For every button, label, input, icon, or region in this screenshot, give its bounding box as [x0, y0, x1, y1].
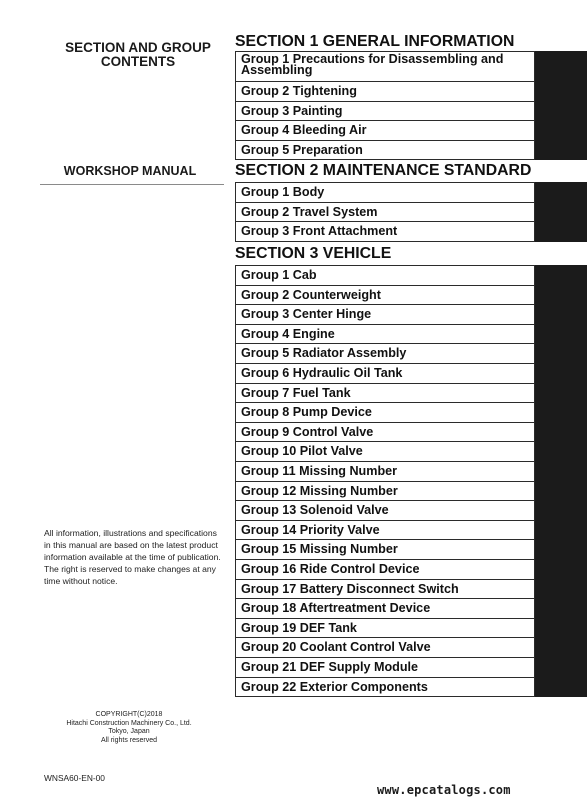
- section-heading: SECTION 3 VEHICLE: [235, 245, 392, 262]
- thumb-index-tab: [535, 441, 587, 462]
- group-label: Group 3 Front Attachment: [241, 224, 398, 239]
- thumb-index-tab: [535, 677, 587, 698]
- contents-title: SECTION AND GROUP CONTENTS: [65, 40, 211, 69]
- group-label: Group 13 Solenoid Valve: [241, 503, 389, 518]
- thumb-index-tab: [535, 383, 587, 404]
- copyright-line: COPYRIGHT(C)2018: [95, 711, 163, 718]
- group-label: Group 5 Preparation: [241, 142, 363, 157]
- group-label: Group 6 Hydraulic Oil Tank: [241, 366, 403, 380]
- group-row[interactable]: [235, 182, 535, 203]
- group-row[interactable]: [235, 265, 535, 286]
- thumb-index-tab: [535, 101, 587, 122]
- group-row[interactable]: [235, 481, 535, 502]
- document-code: WNSA60-EN-00: [44, 773, 105, 783]
- thumb-index-tab: [535, 202, 587, 223]
- thumb-index-tab: [535, 221, 587, 242]
- group-row[interactable]: [235, 324, 535, 345]
- thumb-index-tab: [535, 182, 587, 203]
- group-label: Group 2 Travel System: [241, 204, 378, 219]
- group-label: Group 8 Pump Device: [241, 405, 372, 420]
- thumb-index-tab: [535, 285, 587, 306]
- thumb-index-tab: [535, 324, 587, 345]
- group-row[interactable]: [235, 383, 535, 404]
- group-label: Group 22 Exterior Components: [241, 679, 428, 694]
- divider-rule: [40, 184, 224, 185]
- group-row[interactable]: [235, 677, 535, 698]
- group-label: Group 1 Precautions for Disassembling and Assembling: [241, 52, 504, 77]
- section-heading: SECTION 2 MAINTENANCE STANDARD: [235, 162, 532, 179]
- thumb-index-tab: [535, 579, 587, 600]
- group-row[interactable]: [235, 221, 535, 242]
- thumb-index-tab: [535, 402, 587, 423]
- copyright-line: Hitachi Construction Machinery Co., Ltd.: [66, 719, 192, 727]
- thumb-index-tab: [535, 304, 587, 325]
- thumb-index-tab: [535, 461, 587, 482]
- group-row[interactable]: [235, 598, 535, 619]
- group-label: Group 7 Fuel Tank: [241, 385, 351, 400]
- group-label: Group 15 Missing Number: [241, 542, 398, 557]
- thumb-index-tab: [535, 265, 587, 286]
- group-row[interactable]: [235, 81, 535, 102]
- thumb-index-tab: [535, 140, 587, 161]
- disclaimer-text: All information, illustrations and specifications in this manual are based on the latest product information available at the time of publication. The right is reserved to make changes at any time without notice.: [44, 528, 221, 586]
- group-label: Group 17 Battery Disconnect Switch: [241, 581, 459, 596]
- group-label: Group 19 DEF Tank: [241, 620, 357, 635]
- group-label: Group 1 Body: [241, 185, 325, 199]
- workshop-manual-label: WORKSHOP MANUAL: [63, 164, 197, 178]
- group-row[interactable]: [235, 140, 535, 161]
- copyright-line: All rights reserved: [100, 736, 158, 744]
- thumb-index-tab: [535, 618, 587, 639]
- group-label: Group 4 Bleeding Air: [241, 123, 367, 138]
- group-label: Group 3 Painting: [241, 103, 343, 118]
- group-row[interactable]: [235, 343, 535, 364]
- group-row[interactable]: [235, 559, 535, 580]
- group-row[interactable]: [235, 304, 535, 325]
- group-row[interactable]: [235, 579, 535, 600]
- group-label: Group 21 DEF Supply Module: [241, 660, 419, 674]
- website-watermark[interactable]: www.epcatalogs.com: [377, 783, 511, 797]
- group-row[interactable]: [235, 500, 535, 521]
- thumb-index-tab: [535, 657, 587, 678]
- group-label: Group 9 Control Valve: [241, 424, 374, 439]
- group-label: Group 3 Center Hinge: [241, 307, 372, 322]
- copyright-block: [44, 711, 214, 745]
- thumb-index-tab: [535, 637, 587, 658]
- thumb-index-tab: [535, 481, 587, 502]
- group-row[interactable]: [235, 202, 535, 223]
- group-row[interactable]: [235, 461, 535, 482]
- group-label: Group 10 Pilot Valve: [241, 444, 363, 459]
- group-row[interactable]: [235, 422, 535, 443]
- group-label: Group 11 Missing Number: [241, 464, 398, 478]
- group-label: Group 2 Tightening: [241, 84, 357, 98]
- group-row[interactable]: [235, 539, 535, 560]
- group-row[interactable]: [235, 402, 535, 423]
- group-row[interactable]: [235, 618, 535, 639]
- thumb-index-tab: [535, 598, 587, 619]
- thumb-index-tab: [535, 539, 587, 560]
- group-row[interactable]: [235, 441, 535, 462]
- group-row[interactable]: [235, 657, 535, 678]
- group-label: Group 12 Missing Number: [241, 483, 398, 498]
- group-row[interactable]: [235, 101, 535, 122]
- thumb-index-tab: [535, 520, 587, 541]
- thumb-index-tab: [535, 81, 587, 102]
- group-label: Group 4 Engine: [241, 326, 335, 341]
- thumb-index-tab: [535, 343, 587, 364]
- group-label: Group 2 Counterweight: [241, 287, 381, 302]
- group-row[interactable]: [235, 637, 535, 658]
- thumb-index-tab: [535, 51, 587, 82]
- group-row[interactable]: [235, 520, 535, 541]
- group-row[interactable]: [235, 51, 535, 82]
- group-label: Group 1 Cab: [241, 268, 317, 282]
- section-heading: SECTION 1 GENERAL INFORMATION: [235, 33, 515, 50]
- group-row[interactable]: [235, 120, 535, 141]
- thumb-index-tab: [535, 120, 587, 141]
- group-label: Group 14 Priority Valve: [241, 522, 380, 537]
- group-label: Group 16 Ride Control Device: [241, 562, 420, 576]
- thumb-index-tab: [535, 422, 587, 443]
- group-row[interactable]: [235, 285, 535, 306]
- group-row[interactable]: [235, 363, 535, 384]
- thumb-index-tab: [535, 559, 587, 580]
- thumb-index-tab: [535, 363, 587, 384]
- copyright-line: Tokyo, Japan: [108, 728, 150, 736]
- group-label: Group 20 Coolant Control Valve: [241, 640, 431, 655]
- group-label: Group 18 Aftertreatment Device: [241, 601, 431, 616]
- thumb-index-tab: [535, 500, 587, 521]
- group-label: Group 5 Radiator Assembly: [241, 346, 407, 361]
